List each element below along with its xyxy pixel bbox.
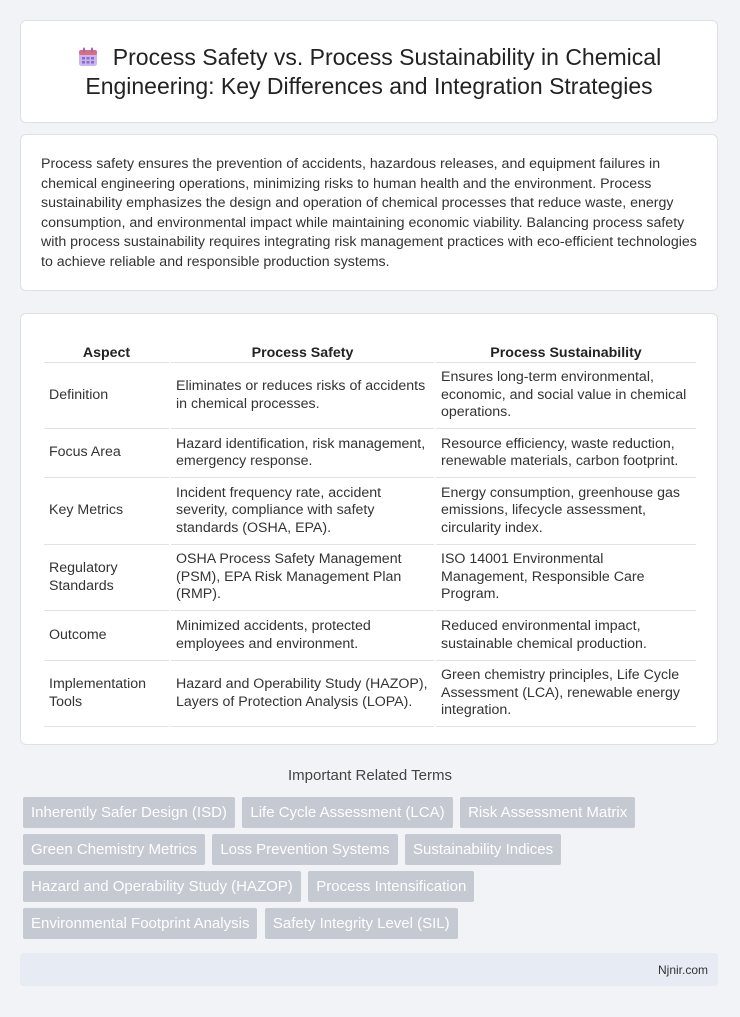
row-sustainability: Energy consumption, greenhouse gas emissions, lifecycle assessment, circularity index. <box>436 478 696 545</box>
row-sustainability: Resource efficiency, waste reduction, renewable materials, carbon footprint. <box>436 429 696 478</box>
row-sustainability: Reduced environmental impact, sustainable chemical production. <box>436 611 696 661</box>
comparison-card <box>20 313 718 745</box>
related-term-tag[interactable]: Loss Prevention Systems <box>212 834 397 865</box>
intro-card <box>20 134 718 291</box>
related-term-tag[interactable]: Safety Integrity Level (SIL) <box>265 908 458 939</box>
table-row <box>44 545 696 611</box>
row-sustainability: Ensures long-term environmental, economic, and social value in chemical operations. <box>436 363 696 429</box>
row-aspect: Key Metrics <box>44 478 169 545</box>
row-safety: Minimized accidents, protected employees and environment. <box>171 611 434 661</box>
table-row <box>44 429 696 478</box>
row-aspect: Focus Area <box>44 429 169 478</box>
header-process-sustainability: Process Sustainability <box>436 334 696 363</box>
table-row <box>44 478 696 545</box>
related-terms-list <box>23 797 723 945</box>
intro-paragraph: Process safety ensures the prevention of accidents, hazardous releases, and equipment failures in chemical engineering operations, minimizing risks to human health and the environment. Process sustainability emphasizes the design and operation of chemical processes that reduce waste, energy consumption, and environmental impact while maintaining economic viability. Balancing process safety with process sustainability requires integrating risk management practices with eco-efficient technologies to achieve reliable and responsible production systems. <box>41 156 697 270</box>
row-aspect: Definition <box>44 363 169 429</box>
related-term-tag[interactable]: Life Cycle Assessment (LCA) <box>242 797 452 828</box>
related-term-tag[interactable]: Hazard and Operability Study (HAZOP) <box>23 871 301 902</box>
related-term-tag[interactable]: Environmental Footprint Analysis <box>23 908 257 939</box>
row-sustainability: ISO 14001 Environmental Management, Responsible Care Program. <box>436 545 696 611</box>
row-safety: Eliminates or reduces risks of accidents in chemical processes. <box>171 363 434 429</box>
related-term-tag[interactable]: Risk Assessment Matrix <box>460 797 635 828</box>
row-safety: Hazard and Operability Study (HAZOP), Layers of Protection Analysis (LOPA). <box>171 661 434 727</box>
related-term-tag[interactable]: Inherently Safer Design (ISD) <box>23 797 235 828</box>
footer-site-link[interactable]: Njnir.com <box>657 963 708 977</box>
calendar-icon <box>77 46 99 68</box>
footer <box>20 953 718 986</box>
related-term-tag[interactable]: Sustainability Indices <box>405 834 561 865</box>
related-term-tag[interactable]: Green Chemistry Metrics <box>23 834 205 865</box>
table-row <box>44 611 696 661</box>
page-title-text: Process Safety vs. Process Sustainability in Chemical Engineering: Key Differences and Integration Strategies <box>85 44 662 99</box>
table-row <box>44 661 696 727</box>
row-safety: Hazard identification, risk management, emergency response. <box>171 429 434 478</box>
related-terms-heading: Important Related Terms <box>288 767 452 784</box>
row-safety: OSHA Process Safety Management (PSM), EPA Risk Management Plan (RMP). <box>171 545 434 611</box>
table-header-row <box>44 334 696 363</box>
header-process-safety: Process Safety <box>171 334 434 363</box>
page-title <box>21 21 717 101</box>
table-row <box>44 363 696 429</box>
row-safety: Incident frequency rate, accident severity, compliance with safety standards (OSHA, EPA). <box>171 478 434 545</box>
comparison-table <box>42 334 698 727</box>
row-aspect: Outcome <box>44 611 169 661</box>
title-card <box>20 20 718 123</box>
header-aspect: Aspect <box>44 334 169 363</box>
row-aspect: Regulatory Standards <box>44 545 169 611</box>
row-sustainability: Green chemistry principles, Life Cycle Assessment (LCA), renewable energy integration. <box>436 661 696 727</box>
row-aspect: Implementation Tools <box>44 661 169 727</box>
related-term-tag[interactable]: Process Intensification <box>308 871 474 902</box>
